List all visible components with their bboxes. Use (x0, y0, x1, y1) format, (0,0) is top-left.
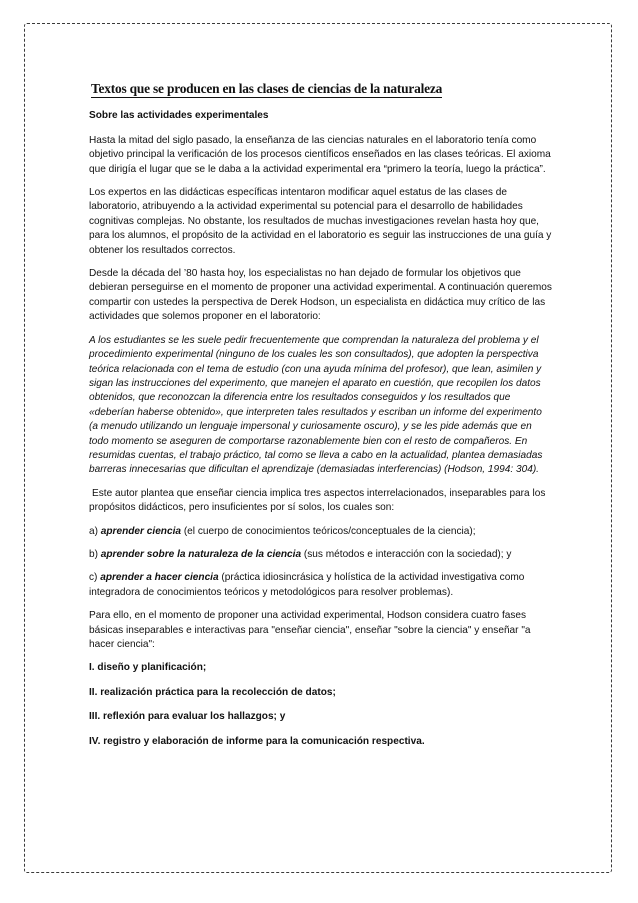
document-body (89, 82, 553, 759)
title-wrapper (89, 82, 553, 98)
aspect-item (89, 571, 553, 600)
aspect-item (89, 525, 553, 539)
aspect-prefix: c) (89, 572, 101, 584)
aspect-description: (sus métodos e interacción con la sociedad); y (301, 548, 512, 560)
document-title: Textos que se producen en las clases de ciencias de la naturaleza (91, 82, 442, 98)
aspect-label: aprender ciencia (100, 525, 182, 537)
aspects-intro: Este autor plantea que enseñar ciencia implica tres aspectos interrelacionados, inseparables para los propósitos didácticos, pero insuficientes por sí solos, los cuales son: (89, 487, 546, 514)
hodson-quote: A los estudiantes se les suele pedir frecuentemente que comprendan la naturaleza del problema y el procedimiento experimental (ninguno de los cuales les son consultados), que adopten la perspectiva teórica relacionada con el tema de estudio (con una ayuda mínima del profesor), que lean, asimilen y sigan las instrucciones del experimento, que manejen el aparato en cuestión, que recopilen los datos obtenidos, que reconozcan la diferencia entre los resultados conseguidos y los resultados que «deberían haberse obtenido», que interpreten tales resultados y escriban un informe del experimento (a menudo utilizando un lenguaje impersonal y curiosamente oscuro), y se les pide además que en todo momento se aseguren de comportarse razonablemente bien con el resto de compañeros. En resumidas cuentas, el trabajo práctico, tal como se lleva a cabo en la actualidad, plantea demasiadas barreras innecesarias que dificultan el aprendizaje (demasiadas interferencias) (Hodson, 1994: 304). (89, 334, 543, 476)
aspect-item (89, 548, 553, 562)
aspect-prefix: a) (89, 525, 101, 537)
aspect-description: (práctica idiosincrásica y holística de la actividad investigativa como integradora de conocimientos teóricos y metodológicos para resolver problemas). (89, 572, 525, 598)
phase-item: IV. registro y elaboración de informe para la comunicación respectiva. (89, 735, 425, 747)
phase-item: III. reflexión para evaluar los hallazgos; y (89, 711, 286, 723)
paragraph-1: Hasta la mitad del siglo pasado, la enseñanza de las ciencias naturales en el laboratorio tenía como objetivo principal la verificación de los procesos científicos enseñados en las clases teóricas. El axioma que dirigía el lugar que se le daba a la actividad experimental era “primero la teoría, luego la práctica”. (89, 134, 551, 175)
aspect-label: aprender sobre la naturaleza de la ciencia (100, 548, 302, 560)
section-heading: Sobre las actividades experimentales (89, 110, 269, 122)
aspect-label: aprender a hacer ciencia (100, 572, 219, 584)
paragraph-2: Los expertos en las didácticas específicas intentaron modificar aquel estatus de las clases de laboratorio, atribuyendo a la actividad experimental su potencial para el desarrollo de habilidades cognitivas complejas. No obstante, los resultados de muchas investigaciones revelan hasta hoy que, para los alumnos, el propósito de la actividad en el laboratorio es seguir las instrucciones de una guía y obtener los resultados correctos. (89, 187, 552, 256)
phase-item: II. realización práctica para la recolección de datos; (89, 686, 336, 698)
aspect-prefix: b) (89, 548, 101, 560)
paragraph-3: Desde la década del ’80 hasta hoy, los especialistas no han dejado de formular los objetivos que debieran perseguirse en el momento de proponer una actividad experimental. A continuación queremos compartir con ustedes la perspectiva de Derek Hodson, un especialista en didáctica muy crítico de las actividades que solemos proponer en el laboratorio: (89, 268, 552, 323)
aspect-description: (el cuerpo de conocimientos teóricos/conceptuales de la ciencia); (181, 525, 476, 537)
phases-intro: Para ello, en el momento de proponer una actividad experimental, Hodson considera cuatro fases básicas inseparables e interactivas para "enseñar ciencia", enseñar "sobre la ciencia" y enseñar "a hacer ciencia": (89, 610, 531, 650)
phase-item: I. diseño y planificación; (89, 662, 207, 674)
